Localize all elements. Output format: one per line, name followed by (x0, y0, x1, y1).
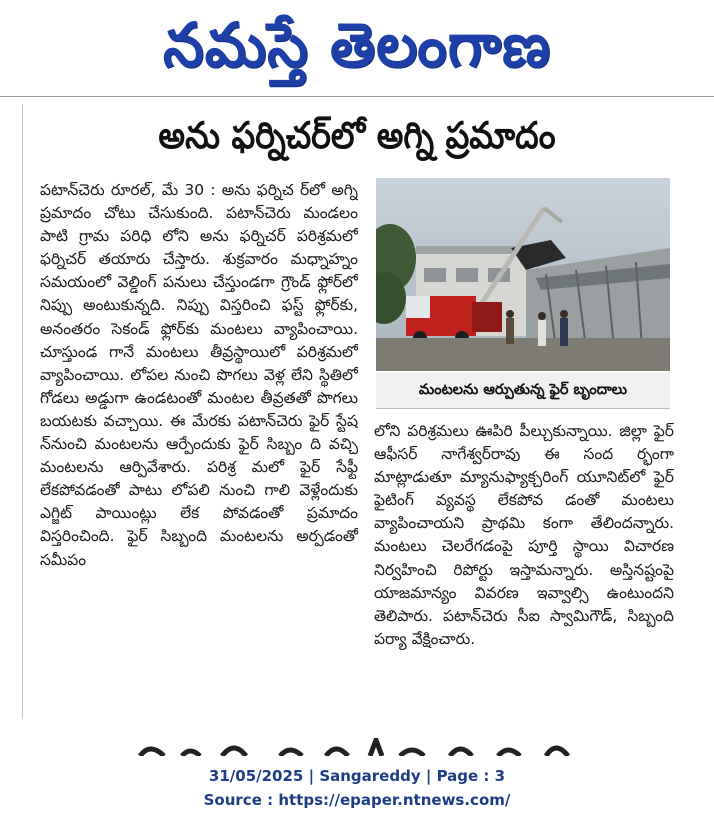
footer-edition: Sangareddy (319, 767, 421, 785)
photo-caption-text: మంటలను ఆర్పుతున్న ఫైర్ బృందాలు (418, 382, 628, 398)
photo-caption (376, 372, 670, 409)
footer-source-line (0, 789, 714, 811)
footer-source-label: Source : (203, 791, 279, 809)
masthead-title: నమస్తే తెలంగాణ (163, 9, 551, 81)
footer-date: 31/05/2025 (208, 767, 304, 785)
masthead-divider (0, 96, 714, 97)
article-photo (376, 178, 670, 371)
next-article-headline-fragment (130, 738, 600, 756)
footer-separator: | (308, 767, 315, 785)
footer-separator: | (425, 767, 432, 785)
article-body-right-column: లోని పరిశ్రమలు ఊపిరి పీల్చుకున్నాయి. జిల్లా ఫైర్ ఆఫీసర్ నాగేశ్వర్‌రావు ఈ సంద ర్భంగా మాట్లాడుతూ మ్యానుఫ్యాక్చరింగ్ యూనిట్‌లో ఫైర్ ఫైటింగ్ వ్యవస్థ లేకపోవ డంతో మంటలు వ్యాపించాయని ప్రాథమి కంగా తేలిందన్నారు. మంటలు చెలరేగడంపై పూర్తి స్థాయి విచారణ నిర్వహించి రిపోర్టు ఇస్తామన్నారు. అస్తినష్టంపై యాజమాన్యం వివరణ ఇవ్వాల్సి ఉంటుందని తెలిపారు. పటాన్‌చెరు సీఐ స్వామిగౌడ్, సిబ్బంది పర్యా వేక్షించారు. (374, 422, 674, 648)
footer-page: Page : 3 (436, 767, 506, 785)
article-body-left-column: పటాన్‌చెరు రూరల్, మే 30 : అను ఫర్నిచ ర్‌లో అగ్ని ప్రమాదం చోటు చేసుకుంది. పటాన్‌చెరు మండలం పాటి గ్రామ పరిధి లోని అను ఫర్నిచర్ పరిశ్రమలో ఫర్నిచర్ తయారు చేస్తారు. శుక్రవారం మధ్నాహ్నం సమయంలో వెల్డింగ్ పనులు చేస్తుండగా గ్రౌండ్ ఫ్లోర్‌లో నిప్పు అంటుకున్నది. నిప్పు విస్తరించి ఫస్ట్ ఫ్లోర్‌కు, అనంతరం సెకండ్ ఫ్లోర్‌కు మంటలు వ్యాపించాయి. చూస్తుండ గానే మంటలు తీవ్రస్థాయిలో పరిశ్రమలో వ్యాపించాయి. లోపల నుంచి పొగలు వెళ్ల లేని స్థితిలో గోడలు అడ్డుగా ఉండటంతో మంటల తీవ్రతతో పొగలు బయటకు వచ్చాయి. ఈ మేరకు పటాన్‌చెరు ఫైర్ స్టేష న్‌నుంచి మంటలను ఆర్పేందుకు ఫైర్ సిబ్బం ది వచ్చి మంటలను ఆర్పివేశారు. పరిశ్ర మలో ఫైర్ సేఫ్టీ లేకపోవడంతో పాటు లోపలి నుంచి గాలి వెళ్లేందుకు ఎగ్జిట్ పాయింట్లు లేక పోవడంతో ప్రమాదం విస్తరించింది. ఫైర్ సిబ్బంది మంటలను అర్పడంతో సమీపం (40, 181, 358, 569)
article-headline: అను ఫర్నిచర్‌లో అగ్ని ప్రమాదం (158, 114, 556, 157)
footer-source-link[interactable]: https://epaper.ntnews.com/ (278, 791, 511, 809)
newspaper-masthead (0, 0, 714, 96)
footer-edition-line (0, 765, 714, 787)
cropped-headline-strokes (130, 738, 600, 756)
left-margin-rule (22, 104, 23, 719)
